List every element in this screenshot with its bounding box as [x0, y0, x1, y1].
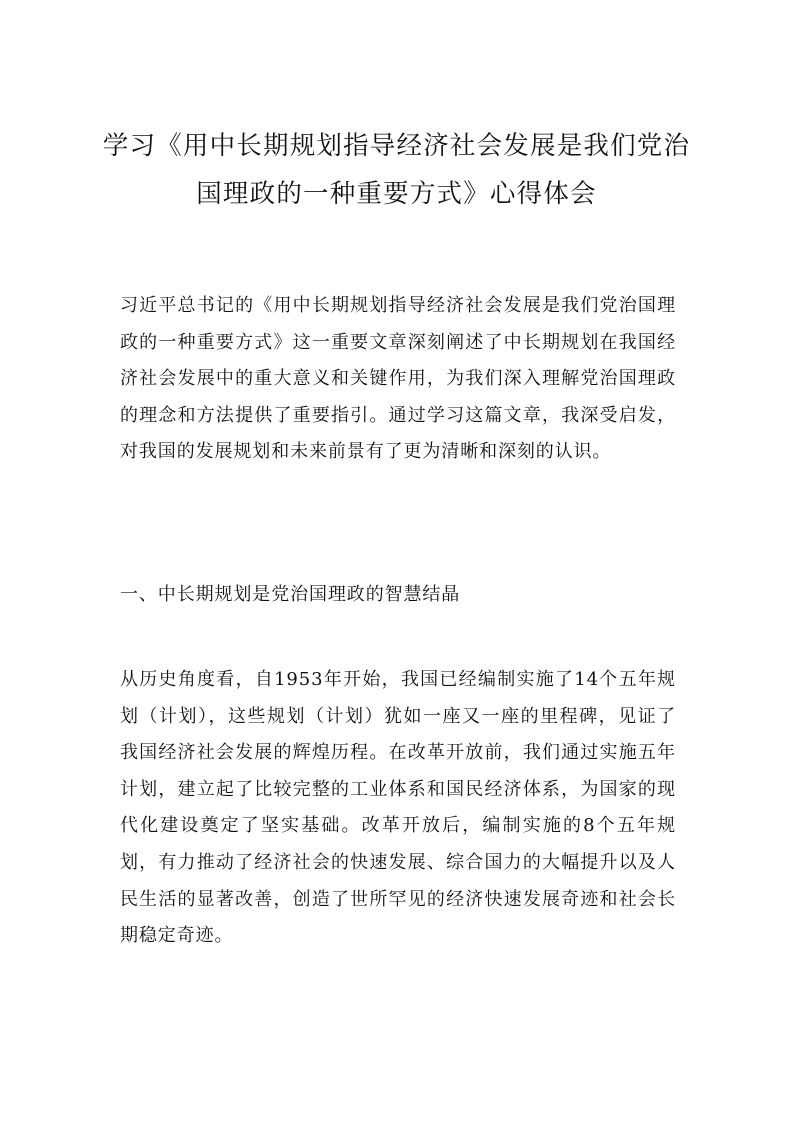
- document-title: 学习《用中长期规划指导经济社会发展是我们党治国理政的一种重要方式》心得体会: [102, 131, 691, 209]
- history-paragraph: 从历史角度看，自1953年开始，我国已经编制实施了14个五年规划（计划），这些规划（计划）犹如一座又一座的里程碑，见证了我国经济社会发展的辉煌历程。在改革开放前，我们通过实施五年计划，建立起了比较完整的工业体系和国民经济体系，为国家的现代化建设奠定了坚实基础。改革开放后，编制实施的8个五年规划，有力推动了经济社会的快速发展、综合国力的大幅提升以及人民生活的显著改善，创造了世所罕见的经济快速发展奇迹和社会长期稳定奇迹。: [120, 669, 676, 947]
- intro-paragraph: 习近平总书记的《用中长期规划指导经济社会发展是我们党治国理政的一种重要方式》这一重要文章深刻阐述了中长期规划在我国经济社会发展中的重大意义和关键作用，为我们深入理解党治国理政的理念和方法提供了重要指引。通过学习这篇文章，我深受启发，对我国的发展规划和未来前景有了更为清晰和深刻的认识。: [120, 295, 676, 463]
- section-heading-1: 一、中长期规划是党治国理政的智慧结晶: [120, 584, 461, 605]
